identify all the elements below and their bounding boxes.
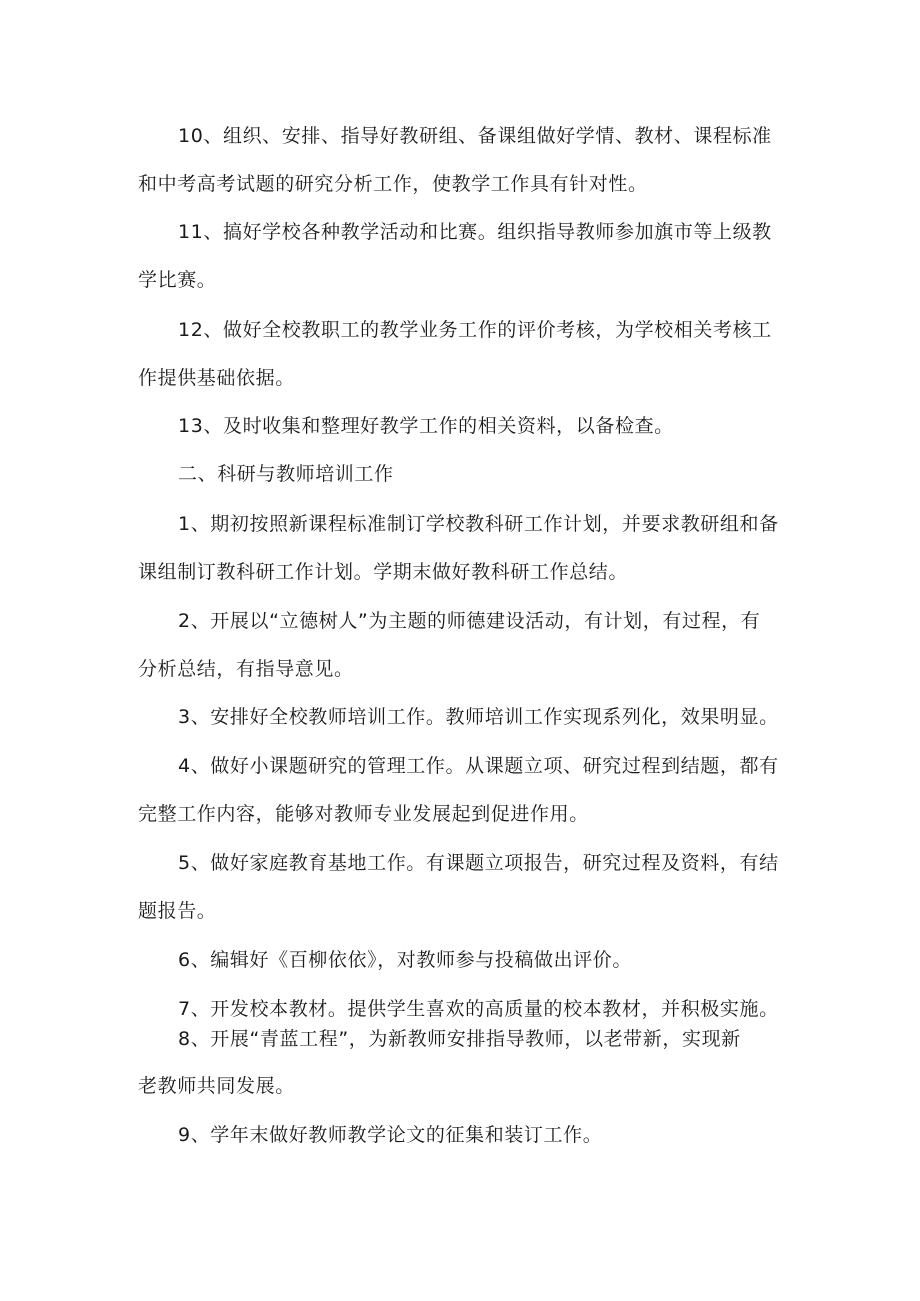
paragraph-11-line-2: 学比赛。 [138, 269, 217, 291]
paragraph-12-line-2: 作提供基础依据。 [138, 367, 295, 389]
item-3: 3、安排好全校教师培训工作。教师培训工作实现系列化，效果明显。 [178, 706, 779, 728]
item-6: 6、编辑好《百柳依依》，对教师参与投稿做出评价。 [178, 949, 632, 971]
item-1-line-1: 1、期初按照新课程标准制订学校教科研工作计划，并要求教研组和备 [178, 513, 779, 535]
paragraph-10-line-1: 10、组织、安排、指导好教研组、备课组做好学情、教材、课程标准 [178, 125, 772, 147]
item-5-line-1: 5、做好家庭教育基地工作。有课题立项报告，研究过程及资料，有结 [178, 852, 779, 874]
paragraph-13: 13、及时收集和整理好教学工作的相关资料，以备检查。 [178, 415, 674, 437]
paragraph-10-line-2: 和中考高考试题的研究分析工作，使教学工作具有针对性。 [138, 173, 648, 195]
paragraph-12-line-1: 12、做好全校教职工的教学业务工作的评价考核，为学校相关考核工 [178, 319, 772, 341]
paragraph-11-line-1: 11、搞好学校各种教学活动和比赛。组织指导教师参加旗市等上级教 [178, 221, 772, 243]
item-7: 7、开发校本教材。提供学生喜欢的高质量的校本教材，并积极实施。 [178, 998, 779, 1020]
item-8-line-2: 老教师共同发展。 [138, 1075, 295, 1097]
item-4-line-2: 完整工作内容，能够对教师专业发展起到促进作用。 [138, 803, 589, 825]
item-5-line-2: 题报告。 [138, 900, 217, 922]
section-heading-2: 二、科研与教师培训工作 [178, 463, 394, 485]
item-9: 9、学年末做好教师教学论文的征集和装订工作。 [178, 1124, 603, 1146]
item-2-line-1: 2、开展以“立德树人”为主题的师德建设活动，有计划，有过程，有 [178, 610, 761, 632]
item-4-line-1: 4、做好小课题研究的管理工作。从课题立项、研究过程到结题，都有 [178, 755, 779, 777]
item-2-line-2: 分析总结，有指导意见。 [138, 658, 354, 680]
item-8-line-1: 8、开展“青蓝工程”，为新教师安排指导教师，以老带新，实现新 [178, 1028, 741, 1050]
item-1-line-2: 课组制订教科研工作计划。学期末做好教科研工作总结。 [138, 561, 629, 583]
